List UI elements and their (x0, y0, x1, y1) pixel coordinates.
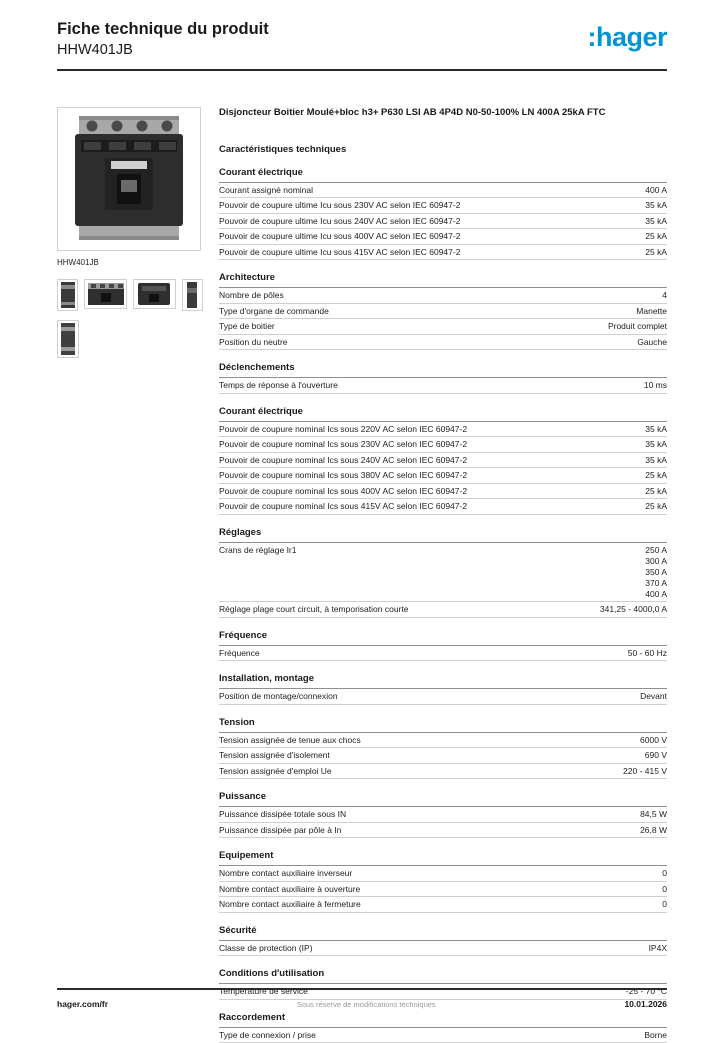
spec-row-value: 25 kA (645, 485, 667, 496)
spec-section-title: Courant électrique (219, 406, 667, 422)
spec-row-label: Pouvoir de coupure ultime Icu sous 240V AC selon IEC 60947-2 (219, 215, 461, 226)
hager-logo: :hager (587, 22, 667, 52)
spec-row-value: 25 kA (645, 470, 667, 481)
spec-row (219, 823, 667, 839)
header-text (57, 20, 269, 58)
thumbnail-image (61, 282, 75, 308)
spec-row (219, 304, 667, 320)
spec-section-title: Tension (219, 717, 667, 733)
spec-row-value: 35 kA (645, 215, 667, 226)
product-reference: HHW401JB (57, 42, 133, 58)
spec-row-value: Manette (636, 305, 667, 316)
spec-row-label: Courant assigné nominal (219, 184, 314, 195)
spec-row-label: Pouvoir de coupure nominal Ics sous 230V AC selon IEC 60947-2 (219, 439, 468, 450)
spec-row-value: 400 A (645, 184, 667, 195)
spec-row (219, 335, 667, 351)
spec-section-title: Architecture (219, 272, 667, 288)
spec-row-label: Nombre contact auxiliaire à fermeture (219, 899, 361, 910)
spec-row (219, 214, 667, 230)
spec-row-value: Gauche (637, 336, 667, 347)
spec-row-value: 6000 V (640, 734, 667, 745)
footer-date: 10.01.2026 (624, 999, 667, 1009)
footer-website-link[interactable]: hager.com/fr (57, 999, 109, 1009)
spec-row (219, 319, 667, 335)
product-thumbnail-angle-view (133, 279, 176, 309)
product-thumbnail-profile-view (182, 279, 203, 311)
spec-section (219, 272, 667, 350)
spec-column (219, 107, 667, 1043)
spec-row-value: 35 kA (645, 423, 667, 434)
spec-row-label: Puissance dissipée totale sous IN (219, 809, 347, 820)
spec-row-label: Pouvoir de coupure nominal Ics sous 220V AC selon IEC 60947-2 (219, 423, 468, 434)
header-divider (57, 69, 667, 71)
spec-row (219, 499, 667, 515)
spec-row-label: Tension assignée de tenue aux chocs (219, 734, 361, 745)
spec-row-label: Temps de réponse à l'ouverture (219, 380, 338, 391)
spec-section (219, 527, 667, 618)
spec-row-label: Nombre contact auxiliaire à ouverture (219, 883, 361, 894)
thumbnail-image (185, 282, 199, 308)
spec-row-value: Produit complet (607, 321, 667, 332)
spec-row-label: Pouvoir de coupure nominal Ics sous 380V AC selon IEC 60947-2 (219, 470, 468, 481)
spec-section-title: Puissance (219, 791, 667, 807)
spec-row (219, 897, 667, 913)
spec-row-label: Type d'organe de commande (219, 305, 329, 316)
spec-row-label: Type de connexion / prise (219, 1029, 316, 1040)
spec-section-title: Raccordement (219, 1012, 667, 1028)
spec-row-label: Classe de protection (IP) (219, 942, 313, 953)
spec-section (219, 925, 667, 957)
spec-row-value: 35 kA (645, 439, 667, 450)
spec-row (219, 1028, 667, 1043)
spec-section-title: Sécurité (219, 925, 667, 941)
footer (57, 988, 667, 1024)
spec-row (219, 866, 667, 882)
spec-row-label: Crans de réglage Ir1 (219, 544, 297, 555)
spec-row-value: IP4X (648, 942, 667, 953)
spec-row-value: 0 (662, 899, 667, 910)
product-image-caption: HHW401JB (57, 258, 99, 267)
spec-row (219, 748, 667, 764)
spec-row (219, 245, 667, 261)
spec-row-value: 84,5 W (640, 809, 667, 820)
spec-row (219, 941, 667, 957)
spec-row (219, 484, 667, 500)
spec-row-label: Pouvoir de coupure ultime Icu sous 415V AC selon IEC 60947-2 (219, 246, 461, 257)
product-thumbnail-side-view (57, 279, 78, 311)
spec-row-value: 220 - 415 V (623, 765, 667, 776)
spec-row (219, 646, 667, 662)
spec-section (219, 406, 667, 515)
spec-row (219, 437, 667, 453)
spec-section-title: Equipement (219, 850, 667, 866)
spec-row-label: Nombre contact auxiliaire inverseur (219, 868, 353, 879)
spec-row-label: Tension assignée d'isolement (219, 750, 330, 761)
spec-row-label: Pouvoir de coupure ultime Icu sous 230V AC selon IEC 60947-2 (219, 200, 461, 211)
spec-row (219, 468, 667, 484)
spec-section-title: Fréquence (219, 630, 667, 646)
spec-row-label: Fréquence (219, 647, 260, 658)
spec-row-value: 35 kA (645, 454, 667, 465)
spec-row-label: Pouvoir de coupure nominal Ics sous 415V AC selon IEC 60947-2 (219, 501, 468, 512)
thumbnail-row (57, 279, 203, 311)
spec-section-title: Installation, montage (219, 673, 667, 689)
spec-row-value: 25 kA (645, 501, 667, 512)
spec-row-value: 690 V (644, 750, 667, 761)
thumbnail-image (136, 283, 172, 305)
spec-row (219, 198, 667, 214)
product-image (57, 107, 201, 251)
thumbnail-image (88, 283, 124, 305)
spec-row-label: Température de service (219, 986, 308, 997)
product-thumbnail-dimension-view (57, 320, 79, 358)
spec-row-value: Borne (644, 1029, 667, 1040)
spec-row (219, 229, 667, 245)
page-title: Fiche technique du produit (57, 20, 269, 38)
spec-row-value: 25 kA (645, 246, 667, 257)
spec-section (219, 717, 667, 780)
spec-section-title: Réglages (219, 527, 667, 543)
spec-section-title: Courant électrique (219, 167, 667, 183)
spec-row-value: 50 - 60 Hz (627, 647, 667, 658)
product-thumbnail-front-view (84, 279, 127, 309)
spec-row (219, 453, 667, 469)
spec-row (219, 764, 667, 780)
footer-disclaimer: Sous réserve de modifications techniques (296, 1000, 436, 1009)
thumbnail-image (61, 323, 75, 355)
spec-section (219, 167, 667, 261)
spec-row-label: Pouvoir de coupure nominal Ics sous 400V AC selon IEC 60947-2 (219, 485, 468, 496)
spec-row (219, 689, 667, 705)
spec-row-label: Nombre de pôles (219, 290, 284, 301)
spec-section-title: Déclenchements (219, 362, 667, 378)
spec-row-label: Tension assignée d'emploi Ue (219, 765, 332, 776)
spec-section (219, 850, 667, 913)
spec-row-value: Devant (640, 691, 667, 702)
spec-row-label: Réglage plage court circuit, à temporisation courte (219, 604, 409, 615)
spec-row (219, 288, 667, 304)
spec-row-label: Type de boitier (219, 321, 275, 332)
spec-row (219, 183, 667, 199)
spec-row (219, 733, 667, 749)
spec-row (219, 882, 667, 898)
spec-row-value: -25 - 70 °C (625, 986, 667, 997)
spec-row-label: Pouvoir de coupure ultime Icu sous 400V AC selon IEC 60947-2 (219, 231, 461, 242)
characteristics-heading: Caractéristiques techniques (219, 143, 347, 155)
content (57, 107, 667, 1043)
spec-row-value: 4 (662, 290, 667, 301)
spec-row (219, 543, 667, 603)
footer-row (57, 990, 667, 1024)
spec-sections (219, 167, 667, 1043)
spec-row-value: 341,25 - 4000,0 A (599, 604, 667, 615)
product-title: Disjoncteur Boitier Moulé+bloc h3+ P630 LSI AB 4P4D N0-50-100% LN 400A 25kA FTC (219, 107, 606, 118)
spec-section (219, 673, 667, 705)
spec-row-value: 250 A 300 A 350 A 370 A 400 A (645, 544, 667, 599)
spec-row (219, 602, 667, 618)
spec-row-value: 10 ms (643, 380, 667, 391)
spec-section (219, 791, 667, 838)
spec-row-value: 26,8 W (640, 824, 667, 835)
spec-row-value: 0 (662, 883, 667, 894)
spec-section (219, 630, 667, 662)
spec-row-label: Puissance dissipée par pôle à In (219, 824, 342, 835)
spec-row-value: 35 kA (645, 200, 667, 211)
spec-row-value: 0 (662, 868, 667, 879)
spec-row-label: Position de montage/connexion (219, 691, 338, 702)
spec-row (219, 422, 667, 438)
spec-row-label: Position du neutre (219, 336, 288, 347)
product-image-column (57, 107, 203, 1043)
spec-row (219, 378, 667, 394)
spec-section-title: Conditions d'utilisation (219, 968, 667, 984)
circuit-breaker-image (71, 116, 187, 242)
spec-row-value: 25 kA (645, 231, 667, 242)
spec-row (219, 807, 667, 823)
spec-row-label: Pouvoir de coupure nominal Ics sous 240V AC selon IEC 60947-2 (219, 454, 468, 465)
header (57, 0, 667, 58)
spec-section (219, 362, 667, 394)
